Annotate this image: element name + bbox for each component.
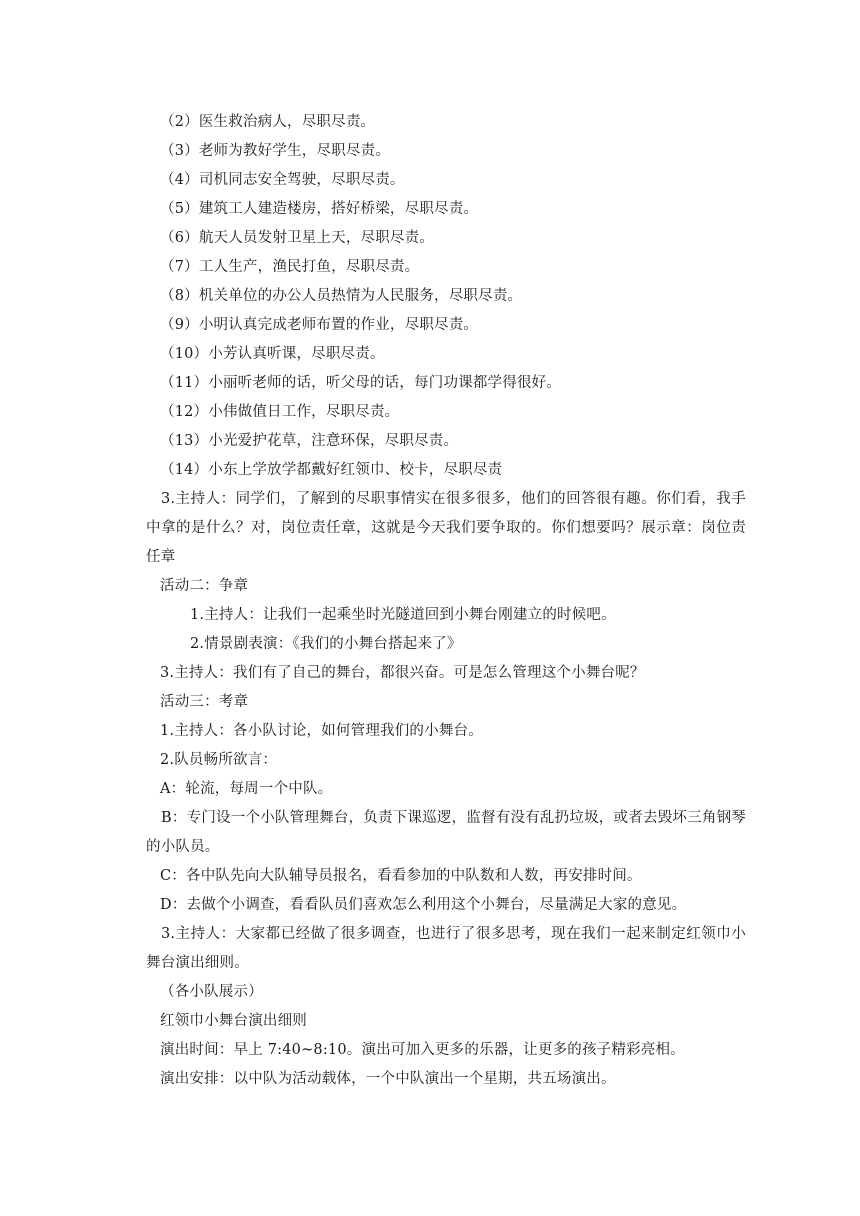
option-item: A：轮流，每周一个中队。 xyxy=(160,781,333,797)
list-item: （11）小丽听老师的话，听父母的话，每门功课都学得很好。 xyxy=(160,375,562,391)
activity-step: 2.队员畅所欲言： xyxy=(160,752,278,768)
list-item: （12）小伟做值日工作，尽职尽责。 xyxy=(160,404,400,420)
option-item: B：专门设一个小队管理舞台，负责下课巡逻，监督有没有乱扔垃圾，或者去毁坏三角钢琴的小队员。 xyxy=(146,810,746,855)
list-item: （2）医生救治病人，尽职尽责。 xyxy=(160,114,376,130)
list-item: （14）小东上学放学都戴好红领巾、校卡，尽职尽责 xyxy=(160,462,503,478)
activity-heading: 活动二：争章 xyxy=(160,578,249,594)
activity-step: 3.主持人：我们有了自己的舞台，都很兴奋。可是怎么管理这个小舞台呢？ xyxy=(160,665,645,681)
list-item: （3）老师为教好学生，尽职尽责。 xyxy=(160,143,390,159)
activity-step: 3.主持人：大家都已经做了很多调查，也进行了很多思考，现在我们一起来制定红领巾小舞台演出细则。 xyxy=(146,926,746,971)
list-item: （5）建筑工人建造楼房，搭好桥梁，尽职尽责。 xyxy=(160,201,479,217)
list-item: （7）工人生产，渔民打鱼，尽职尽责。 xyxy=(160,259,420,275)
list-item: （8）机关单位的办公人员热情为人民服务，尽职尽责。 xyxy=(160,288,523,304)
list-item: （9）小明认真完成老师布置的作业，尽职尽责。 xyxy=(160,317,479,333)
rules-title: 红领巾小舞台演出细则 xyxy=(160,1013,307,1029)
option-item: C：各中队先向大队辅导员报名，看看参加的中队数和人数，再安排时间。 xyxy=(160,868,642,884)
activity-step: 1.主持人：让我们一起乘坐时光隧道回到小舞台刚建立的时候吧。 xyxy=(190,607,616,623)
list-item: （4）司机同志安全驾驶，尽职尽责。 xyxy=(160,172,405,188)
rules-show-arrangement: 演出安排：以中队为活动载体，一个中队演出一个星期，共五场演出。 xyxy=(160,1071,616,1087)
option-item: D：去做个小调查，看看队员们喜欢怎么利用这个小舞台，尽量满足大家的意见。 xyxy=(160,897,687,913)
host-paragraph: 3.主持人：同学们，了解到的尽职事情实在很多很多，他们的回答很有趣。你们看，我手中拿的是什么？对，岗位责任章，这就是今天我们要争取的。你们想要吗？展示章：岗位责任章 xyxy=(146,491,746,565)
activity-heading: 活动三：考章 xyxy=(160,694,249,710)
team-display-note: （各小队展示） xyxy=(160,984,263,1000)
list-item: （6）航天人员发射卫星上天，尽职尽责。 xyxy=(160,230,435,246)
activity-step: 1.主持人：各小队讨论，如何管理我们的小舞台。 xyxy=(160,723,483,739)
activity-step: 2.情景剧表演：《我们的小舞台搭起来了》 xyxy=(190,636,462,652)
list-item: （13）小光爱护花草，注意环保，尽职尽责。 xyxy=(160,433,459,449)
list-item: （10）小芳认真听课，尽职尽责。 xyxy=(160,346,385,362)
rules-show-time: 演出时间：早上 7:40~8:10。演出可加入更多的乐器，让更多的孩子精彩亮相。 xyxy=(160,1042,685,1058)
